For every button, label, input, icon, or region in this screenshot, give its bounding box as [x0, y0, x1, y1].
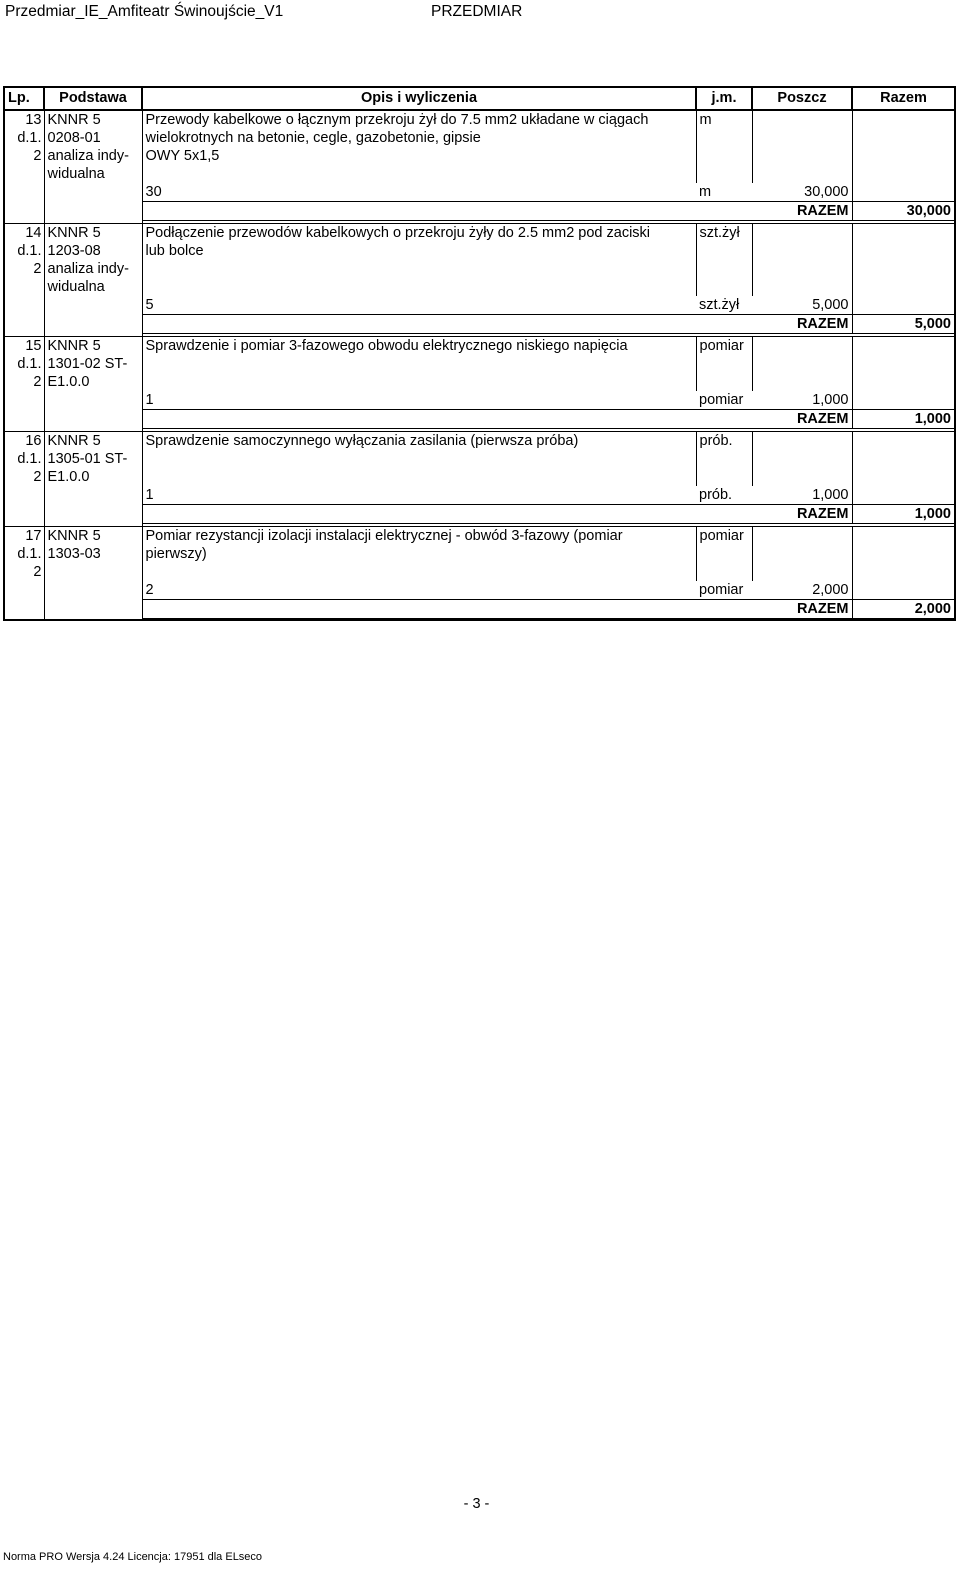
calc-expression: 1 — [142, 486, 696, 505]
razem-blank — [142, 600, 752, 619]
item-razem-empty — [852, 110, 955, 183]
calc-unit: m — [699, 184, 712, 200]
page-number: - 3 - — [463, 1496, 490, 1512]
item-lp-line: 15 — [25, 338, 42, 354]
razem-value: 1,000 — [852, 505, 955, 524]
item-description — [142, 110, 696, 183]
footer-license: Norma PRO Wersja 4.24 Licencja: 17951 dla ELseco — [3, 1551, 263, 1563]
item-lp-line: 2 — [33, 261, 42, 277]
item-description — [142, 224, 696, 297]
item-lp-line: 2 — [33, 148, 42, 164]
razem-value: 2,000 — [852, 600, 955, 619]
column-header-razem: Razem — [852, 87, 955, 110]
item-razem-row — [4, 410, 955, 429]
item-razem-row — [4, 202, 955, 221]
item-podstawa — [44, 527, 142, 621]
item-razem-row — [4, 505, 955, 524]
razem-blank — [142, 202, 752, 221]
item-unit: m — [696, 110, 752, 183]
spacer-cell — [142, 619, 955, 621]
item-lp-line: 2 — [33, 564, 42, 580]
item-description-line: Pomiar rezystancji izolacji instalacji elektrycznej - obwód 3-fazowy (pomiar — [145, 528, 623, 544]
item-poszcz-empty — [752, 527, 852, 582]
item-row — [4, 527, 955, 582]
item-lp-line: d.1. — [17, 546, 42, 562]
item-lp-line: d.1. — [17, 130, 42, 146]
item-podstawa — [44, 110, 142, 224]
item-calc-row — [4, 183, 955, 202]
item-lp-line: 14 — [25, 225, 42, 241]
item-razem-empty — [852, 224, 955, 297]
item-description-line: Sprawdzenie i pomiar 3-fazowego obwodu elektrycznego niskiego napięcia — [145, 338, 628, 354]
calc-value: 2,000 — [752, 581, 852, 600]
table-header-row — [4, 87, 955, 110]
item-razem-row — [4, 600, 955, 619]
item-podstawa-line: 1203-08 — [47, 243, 101, 259]
item-description-line: lub bolce — [145, 243, 204, 259]
razem-label: RAZEM — [752, 410, 852, 429]
item-calc-row — [4, 391, 955, 410]
item-description — [142, 337, 696, 392]
item-description-line: OWY 5x1,5 — [145, 148, 220, 164]
item-lp — [4, 337, 44, 432]
calc-unit: prób. — [699, 487, 733, 503]
item-podstawa-line: KNNR 5 — [47, 433, 101, 449]
item-description-line: Sprawdzenie samoczynnego wyłączania zasilania (pierwsza próba) — [145, 433, 579, 449]
item-calc-row — [4, 296, 955, 315]
item-lp — [4, 110, 44, 224]
item-poszcz-empty — [752, 337, 852, 392]
item-podstawa-line: 1303-03 — [47, 546, 101, 562]
calc-unit: pomiar — [699, 582, 744, 598]
column-header-poszcz: Poszcz — [752, 87, 852, 110]
item-calc-row — [4, 581, 955, 600]
item-description-line: Podłączenie przewodów kabelkowych o przekroju żyły do 2.5 mm2 pod zaciski — [145, 225, 651, 241]
razem-value: 5,000 — [852, 315, 955, 334]
item-razem-row — [4, 315, 955, 334]
item-podstawa-line: analiza indy- — [47, 261, 129, 277]
item-unit: pomiar — [696, 337, 752, 392]
item-lp-line: 2 — [33, 469, 42, 485]
item-unit: szt.żył — [696, 224, 752, 297]
calc-expression: 1 — [142, 391, 696, 410]
item-podstawa-line: analiza indy- — [47, 148, 129, 164]
razem-value: 30,000 — [852, 202, 955, 221]
item-row — [4, 110, 955, 183]
item-podstawa-line: E1.0.0 — [47, 374, 90, 390]
item-lp-line: 13 — [25, 112, 42, 128]
item-podstawa-line: KNNR 5 — [47, 528, 101, 544]
calc-razem-empty — [852, 581, 955, 600]
document-kind: PRZEDMIAR — [431, 3, 523, 20]
item-lp-line: d.1. — [17, 243, 42, 259]
item-podstawa — [44, 432, 142, 527]
item-unit: prób. — [696, 432, 752, 487]
calc-expression: 5 — [142, 296, 696, 315]
item-podstawa-line: widualna — [47, 279, 105, 295]
calc-value: 1,000 — [752, 486, 852, 505]
razem-blank — [142, 315, 752, 334]
item-poszcz-empty — [752, 110, 852, 183]
column-header-lp: Lp. — [4, 87, 44, 110]
item-razem-empty — [852, 337, 955, 392]
item-podstawa-line: 1301-02 ST- — [47, 356, 128, 372]
item-lp-line: d.1. — [17, 451, 42, 467]
calc-value: 1,000 — [752, 391, 852, 410]
item-description-line: pierwszy) — [145, 546, 207, 562]
item-podstawa-line: 1305-01 ST- — [47, 451, 128, 467]
item-row — [4, 337, 955, 392]
calc-razem-empty — [852, 391, 955, 410]
column-header-podstawa: Podstawa — [44, 87, 142, 110]
item-lp-line: 2 — [33, 374, 42, 390]
item-description — [142, 527, 696, 582]
column-header-opis: Opis i wyliczenia — [142, 87, 696, 110]
calc-expression: 2 — [142, 581, 696, 600]
item-row — [4, 432, 955, 487]
item-podstawa — [44, 224, 142, 337]
calc-value: 5,000 — [752, 296, 852, 315]
table-body — [4, 110, 955, 620]
item-unit: pomiar — [696, 527, 752, 582]
przedmiar-table — [3, 86, 956, 621]
razem-label: RAZEM — [752, 505, 852, 524]
item-lp-line: 16 — [25, 433, 42, 449]
calc-razem-empty — [852, 486, 955, 505]
item-podstawa-line: KNNR 5 — [47, 112, 101, 128]
razem-label: RAZEM — [752, 315, 852, 334]
item-podstawa-line: E1.0.0 — [47, 469, 90, 485]
item-spacer-row — [4, 619, 955, 621]
item-podstawa — [44, 337, 142, 432]
razem-value: 1,000 — [852, 410, 955, 429]
item-razem-empty — [852, 432, 955, 487]
document-title: Przedmiar_IE_Amfiteatr Świnoujście_V1 — [5, 3, 284, 20]
item-description — [142, 432, 696, 487]
item-lp-line: 17 — [25, 528, 42, 544]
item-lp — [4, 224, 44, 337]
item-row — [4, 224, 955, 297]
column-header-jm: j.m. — [696, 87, 752, 110]
calc-expression: 30 — [142, 183, 696, 202]
item-podstawa-line: KNNR 5 — [47, 225, 101, 241]
calc-razem-empty — [852, 296, 955, 315]
razem-blank — [142, 505, 752, 524]
calc-unit: szt.żył — [699, 297, 740, 313]
item-podstawa-line: KNNR 5 — [47, 338, 101, 354]
item-lp-line: d.1. — [17, 356, 42, 372]
item-description-line: Przewody kabelkowe o łącznym przekroju żył do 7.5 mm2 układane w ciągach — [145, 112, 649, 128]
calc-razem-empty — [852, 183, 955, 202]
razem-label: RAZEM — [752, 600, 852, 619]
item-podstawa-line: 0208-01 — [47, 130, 101, 146]
item-lp — [4, 432, 44, 527]
item-poszcz-empty — [752, 224, 852, 297]
item-poszcz-empty — [752, 432, 852, 487]
item-description-line: wielokrotnych na betonie, cegle, gazobetonie, gipsie — [145, 130, 481, 146]
item-calc-row — [4, 486, 955, 505]
calc-unit: pomiar — [699, 392, 744, 408]
item-podstawa-line: widualna — [47, 166, 105, 182]
razem-blank — [142, 410, 752, 429]
razem-label: RAZEM — [752, 202, 852, 221]
item-lp — [4, 527, 44, 621]
item-razem-empty — [852, 527, 955, 582]
calc-value: 30,000 — [752, 183, 852, 202]
